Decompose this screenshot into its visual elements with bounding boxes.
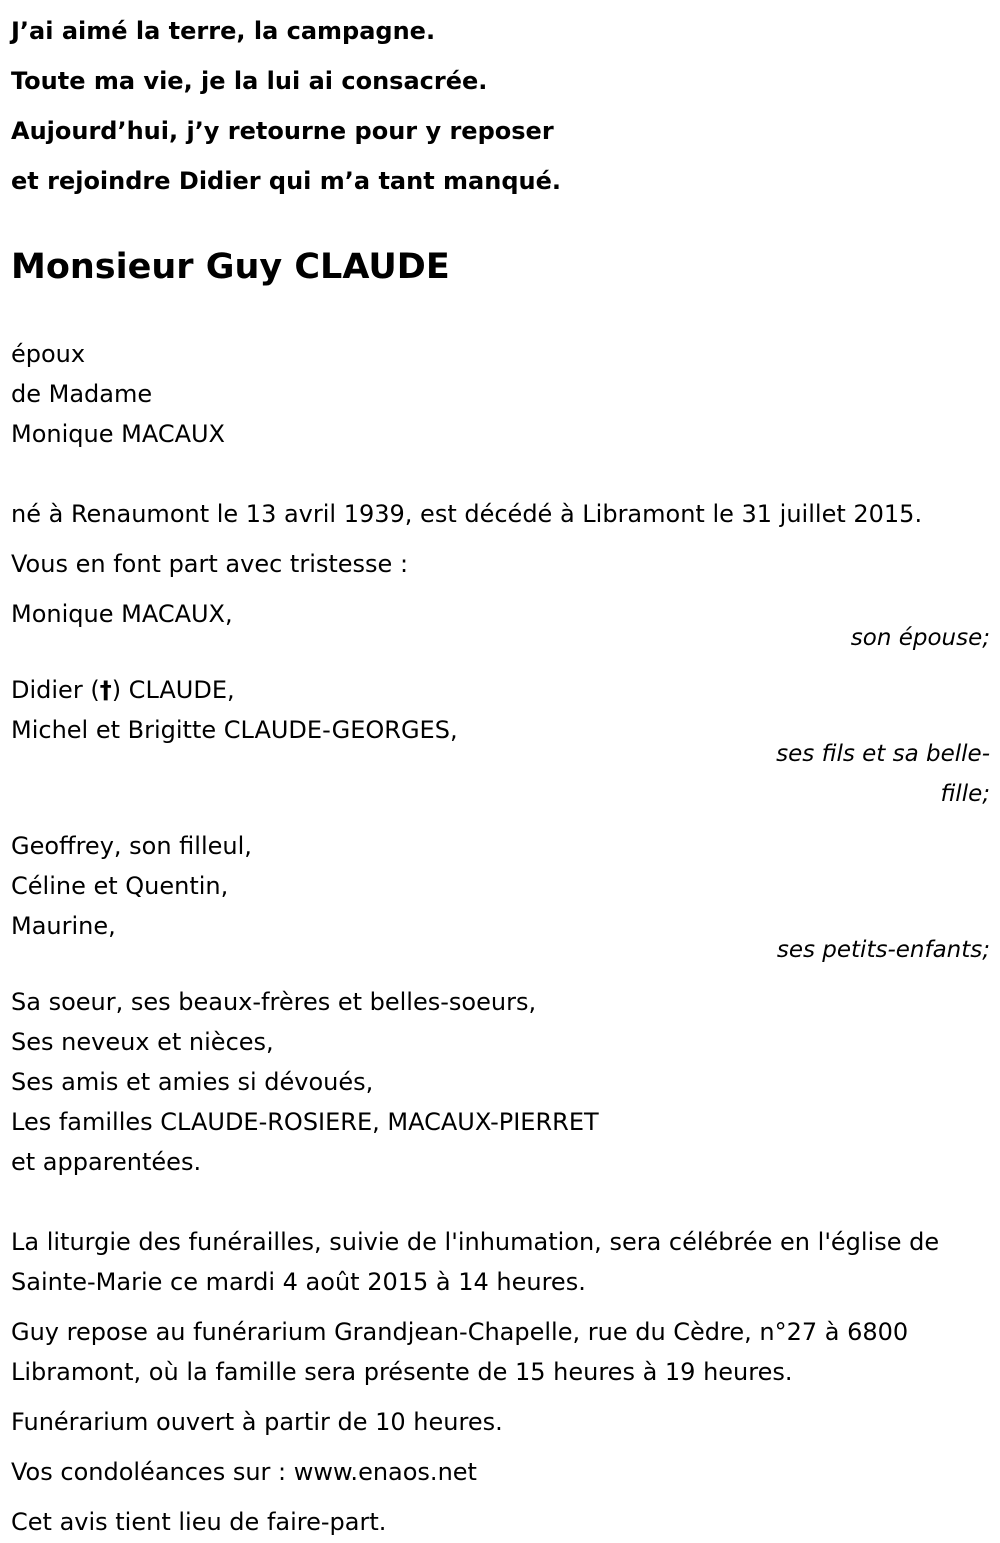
birth-death-text: né à Renaumont le 13 avril 1939, est décédé à Libramont le 31 juillet 2015.: [11, 500, 923, 528]
family-line: Ses neveux et nièces,: [11, 1028, 274, 1056]
family-line: Sa soeur, ses beaux-frères et belles-soeurs,: [11, 988, 537, 1016]
poem: [11, 0, 990, 206]
poem-line: et rejoindre Didier qui m’a tant manqué.: [11, 167, 561, 195]
family-group: [11, 982, 990, 1182]
sons-group: [11, 670, 990, 814]
spouse-name: Monique MACAUX: [11, 420, 225, 448]
poem-line: J’ai aimé la terre, la campagne.: [11, 17, 436, 45]
grandchild-line: Geoffrey, son filleul,: [11, 832, 252, 860]
son-name-start: Didier (: [11, 676, 100, 704]
deceased-name: Monsieur Guy CLAUDE: [11, 247, 450, 287]
grandchildren-relation: ses petits-enfants;: [776, 937, 990, 963]
son-name-end: ) CLAUDE,: [111, 676, 235, 704]
opening-text: Funérarium ouvert à partir de 10 heures.: [11, 1408, 503, 1436]
poem-line: Toute ma vie, je la lui ai consacrée.: [11, 67, 488, 95]
condolences-text: Vos condoléances sur : www.enaos.net: [11, 1458, 477, 1486]
wife-name: Monique MACAUX,: [11, 600, 233, 628]
grandchildren-group: [11, 826, 990, 970]
wife-relation: son épouse;: [850, 625, 990, 651]
funerarium-text: Guy repose au funérarium Grandjean-Chapelle, rue du Cèdre, n°27 à 6800 Libramont, où la famille sera présente de 15 heures à 19 heures.: [11, 1318, 909, 1386]
family-line: et apparentées.: [11, 1148, 202, 1176]
grandchild-line: Céline et Quentin,: [11, 872, 229, 900]
wife-group: [11, 594, 990, 658]
notice-text: Cet avis tient lieu de faire-part.: [11, 1508, 387, 1536]
announcement-intro: Vous en font part avec tristesse :: [11, 550, 409, 578]
funeral-text: La liturgie des funérailles, suivie de l'inhumation, sera célébrée en l'église de Sainte-Marie ce mardi 4 août 2015 à 14 heures.: [11, 1228, 940, 1296]
grandchild-line: Maurine,: [11, 912, 116, 940]
family-line: Ses amis et amies si dévoués,: [11, 1068, 374, 1096]
spouse-line: époux: [11, 340, 86, 368]
family-line: Les familles CLAUDE-ROSIERE, MACAUX-PIERRET: [11, 1108, 599, 1136]
son-line: Michel et Brigitte CLAUDE-GEORGES,: [11, 716, 458, 744]
son-line: [11, 670, 990, 710]
spouse-line: de Madame: [11, 380, 153, 408]
spouse-block: [11, 334, 990, 454]
poem-line: Aujourd’hui, j’y retourne pour y reposer: [11, 117, 554, 145]
sons-relation: ses fils et sa belle-fille;: [776, 741, 990, 807]
cross-icon: †: [99, 676, 112, 704]
